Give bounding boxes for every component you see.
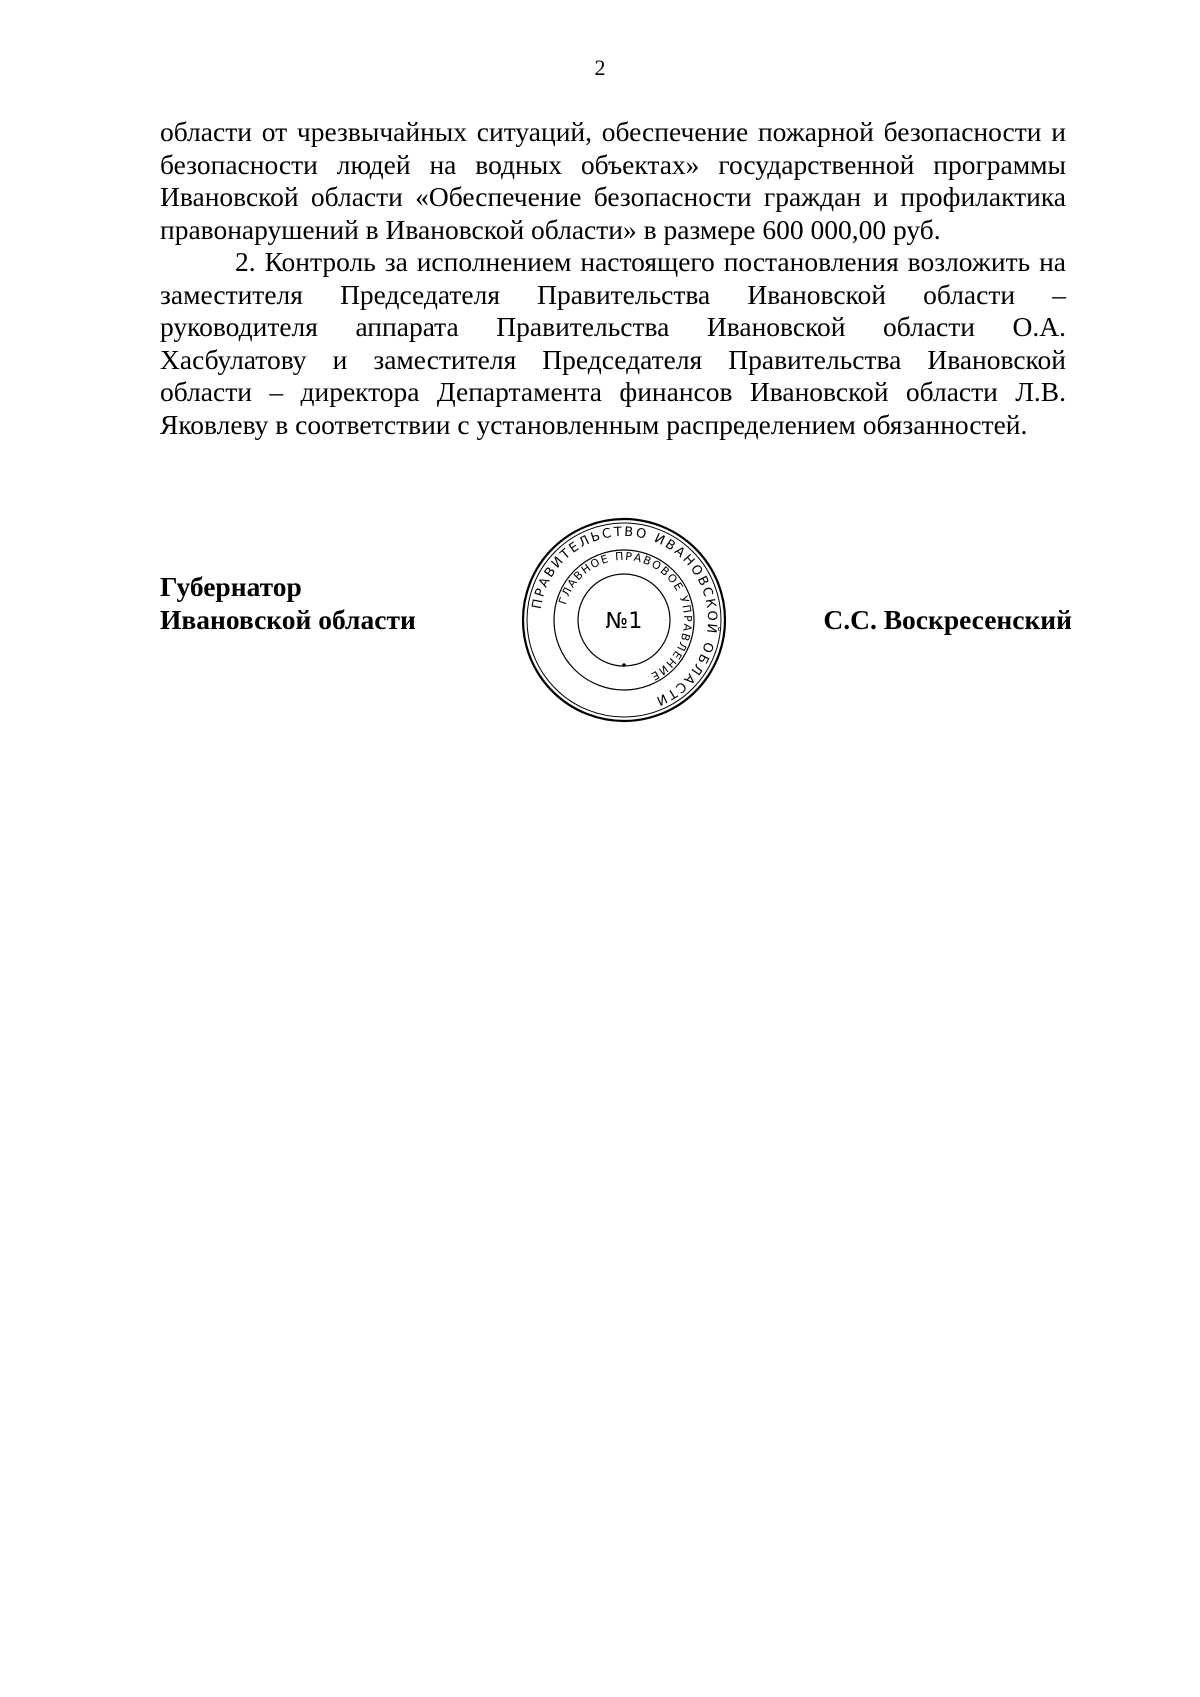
signatory-name: С.С. Воскресенский — [823, 604, 1072, 635]
paragraph-2: 2. Контроль за исполнением настоящего постановления возложить на заместителя Председателя Правительства Ивановской области – руководителя аппарата Правительства Ивановской области О.А. Хасбулатову и заместителя Председателя Правительства Ивановской области – директора Департамента финансов Ивановской области Л.В. Яковлеву в соответствии с установленным распределением обязанностей. — [160, 246, 1066, 440]
seal-center-text: №1 — [605, 609, 643, 634]
official-seal — [520, 516, 728, 724]
document-body — [160, 116, 1066, 441]
seal-stamp-icon — [520, 516, 728, 724]
page-number: 2 — [594, 55, 606, 80]
seal-inner-text: ГЛАВНОЕ ПРАВОВОЕ УПРАВЛЕНИЕ — [556, 549, 695, 684]
signatory-position — [160, 570, 416, 636]
signatory-position-line-2: Ивановской области — [160, 604, 416, 635]
signatory-position-line-1: Губернатор — [160, 571, 302, 602]
seal-outer-text: ПРАВИТЕЛЬСТВО ИВАНОВСКОЙ ОБЛАСТИ — [529, 524, 720, 709]
paragraph-1: области от чрезвычайных ситуаций, обеспечение пожарной безопасности и безопасности людей на водных объектах» государственной программы Ивановской области «Обеспечение безопасности граждан и профилактика правонарушений в Ивановской области» в размере 600 000,00 руб. — [160, 116, 1066, 245]
